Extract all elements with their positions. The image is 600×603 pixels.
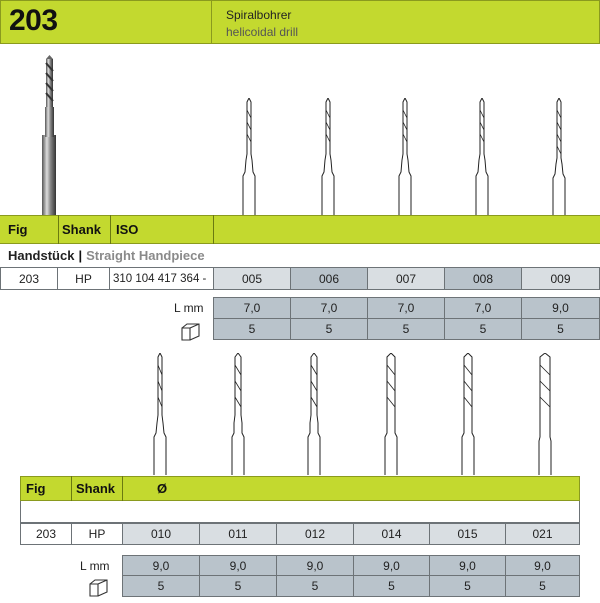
drill-drawing-021 [530, 353, 560, 475]
table2-size-014: 014 [353, 523, 430, 545]
drill-drawing-009 [547, 98, 571, 216]
table1-length-009: 9,0 [521, 297, 600, 319]
table2-length-014: 9,0 [353, 555, 430, 576]
table1-size-006: 006 [290, 267, 368, 290]
table1-length-007: 7,0 [367, 297, 445, 319]
drill-drawing-015 [454, 353, 482, 475]
table2-pack-012: 5 [276, 575, 354, 597]
table2-length-011: 9,0 [199, 555, 277, 576]
table2-length-015: 9,0 [429, 555, 506, 576]
table2-size-011: 011 [199, 523, 277, 545]
table1-package-icon [180, 322, 202, 347]
table2-empty-row [20, 501, 580, 523]
product-number: 203 [9, 4, 58, 37]
table2-pack-015: 5 [429, 575, 506, 597]
table2-header-fig: Fig [26, 481, 46, 496]
drill-drawing-010 [148, 353, 172, 475]
table2-size-021: 021 [505, 523, 580, 545]
drill-photo [30, 55, 70, 215]
table1-row-shank: HP [57, 267, 110, 290]
table1-size-007: 007 [367, 267, 445, 290]
product-title-de: Spiralbohrer [226, 8, 292, 22]
table1-header-shank: Shank [62, 222, 102, 237]
table1-pack-009: 5 [521, 318, 600, 340]
table2-pack-011: 5 [199, 575, 277, 597]
table2-length-label: L mm [80, 559, 110, 573]
table1-length-008: 7,0 [444, 297, 522, 319]
product-title-en: helicoidal drill [226, 25, 299, 39]
drill-drawing-008 [470, 98, 494, 216]
table2-row-shank: HP [71, 523, 123, 545]
table1-row-fig: 203 [0, 267, 58, 290]
table2-header-diameter: Ø [157, 481, 168, 496]
table1-pack-008: 5 [444, 318, 522, 340]
table2-size-010: 010 [122, 523, 200, 545]
table2-package-icon [88, 578, 110, 603]
section-label-de: Handstück [8, 248, 75, 263]
table1-size-009: 009 [521, 267, 600, 290]
table2-pack-010: 5 [122, 575, 200, 597]
table2-length-012: 9,0 [276, 555, 354, 576]
table2-length-010: 9,0 [122, 555, 200, 576]
drill-drawing-011 [225, 353, 251, 475]
table1-pack-007: 5 [367, 318, 445, 340]
table1-pack-005: 5 [213, 318, 291, 340]
table2-header-shank: Shank [76, 481, 116, 496]
table2-row-fig: 203 [20, 523, 72, 545]
table1-size-008: 008 [444, 267, 522, 290]
table2-length-021: 9,0 [505, 555, 580, 576]
section-separator: | [78, 248, 83, 263]
table1-header-iso: ISO [116, 222, 139, 237]
drill-drawing-014 [377, 353, 405, 475]
drill-drawing-006 [316, 98, 340, 216]
table1-pack-006: 5 [290, 318, 368, 340]
table2-size-015: 015 [429, 523, 506, 545]
section-label [0, 244, 600, 267]
drill-drawing-005 [237, 98, 261, 216]
drill-drawing-007 [393, 98, 417, 216]
table1-length-005: 7,0 [213, 297, 291, 319]
table2-size-012: 012 [276, 523, 354, 545]
product-title-block [212, 0, 600, 44]
section-label-en: Straight Handpiece [86, 248, 205, 263]
table1-length-label: L mm [174, 301, 204, 315]
product-number-block [0, 0, 212, 44]
table2-pack-014: 5 [353, 575, 430, 597]
table1-header-fig: Fig [8, 222, 28, 237]
table1-size-005: 005 [213, 267, 291, 290]
table1-row-iso: 310 104 417 364 - [109, 267, 214, 290]
table1-length-006: 7,0 [290, 297, 368, 319]
drill-drawing-012 [301, 353, 327, 475]
table2-pack-021: 5 [505, 575, 580, 597]
